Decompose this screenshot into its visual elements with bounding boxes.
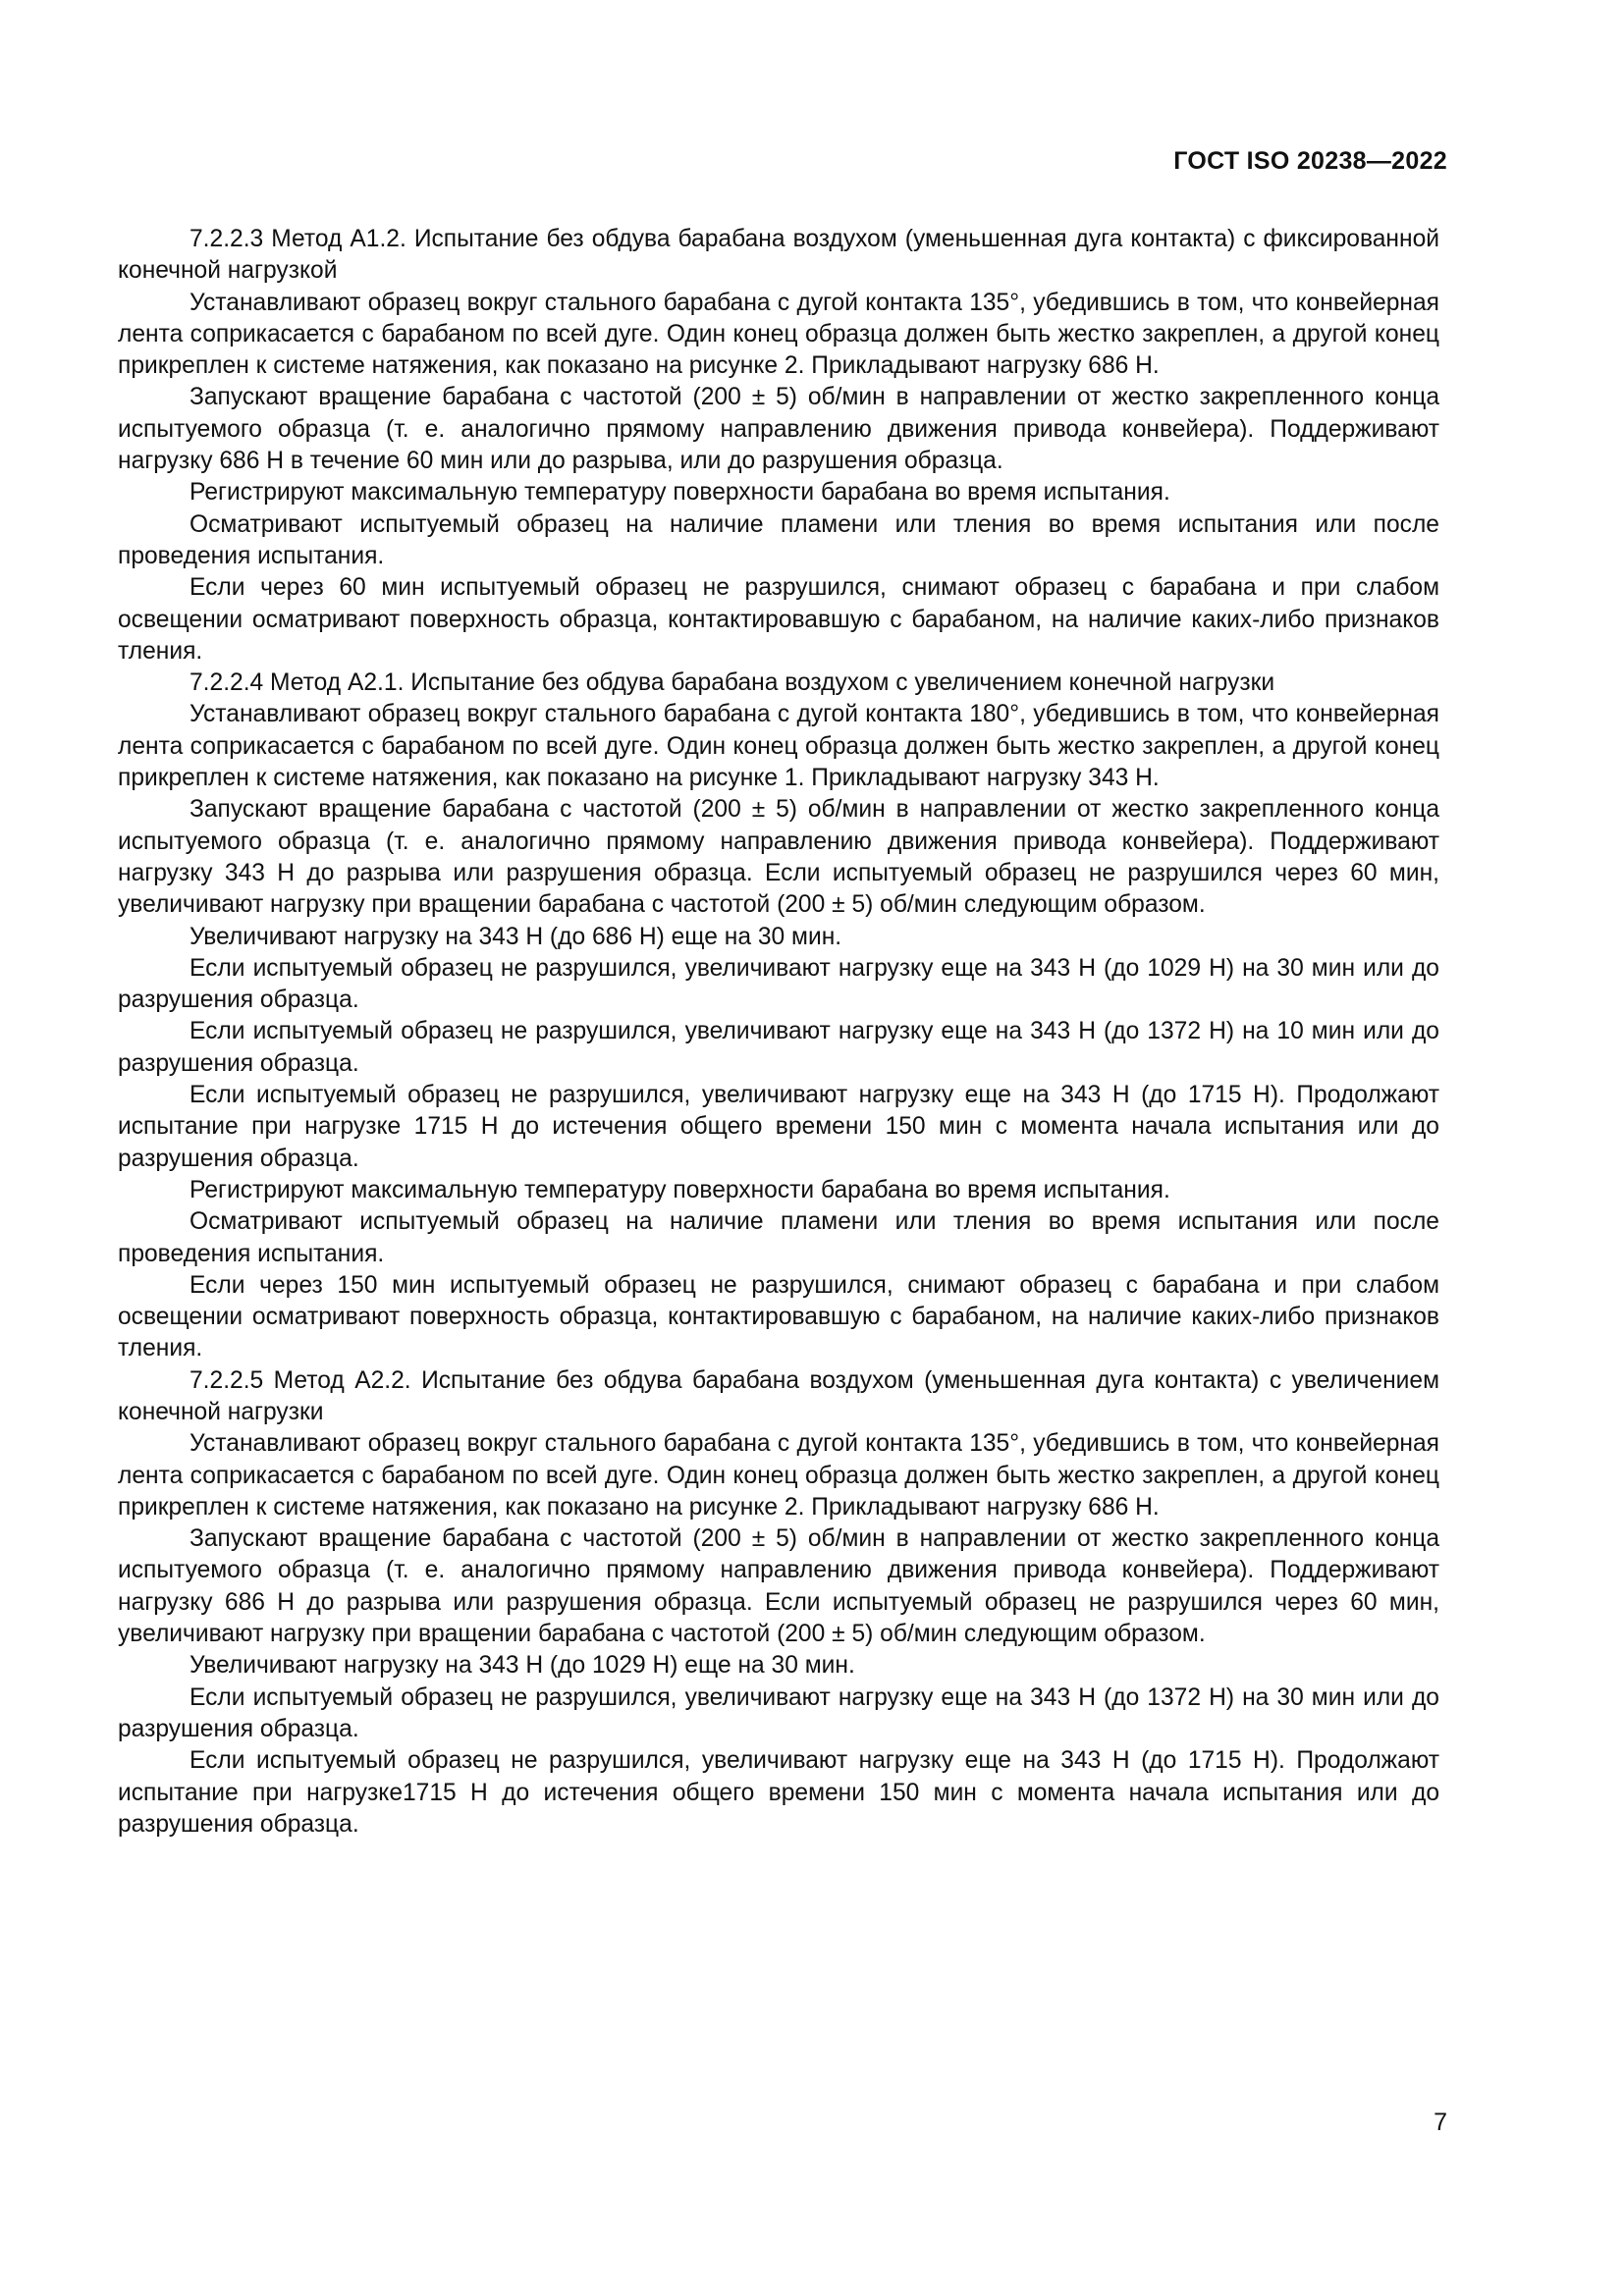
paragraph: Запускают вращение барабана с частотой (200 ± 5) об/мин в направлении от жестко закрепленного конца испытуемого образца (т. е. аналогично прямому направлению движения привода конвейера). Поддерживают нагрузку 686 Н до разрыва или разрушения образца. Если испытуемый образец не разрушился через 60 мин, увеличивают нагрузку при вращении барабана с частотой (200 ± 5) об/мин следующим образом. [118, 1525, 1439, 1648]
document-header: ГОСТ ISO 20238—2022 [1173, 147, 1447, 175]
paragraph: Запускают вращение барабана с частотой (200 ± 5) об/мин в направлении от жестко закрепленного конца испытуемого образца (т. е. аналогично прямому направлению движения привода конвейера). Поддерживают нагрузку 343 Н до разрыва или разрушения образца. Если испытуемый образец не разрушился через 60 мин, увеличивают нагрузку при вращении барабана с частотой (200 ± 5) об/мин следующим образом. [118, 796, 1439, 919]
paragraph: Если испытуемый образец не разрушился, увеличивают нагрузку еще на 343 Н (до 1715 Н). Продолжают испытание при нагрузке 1715 Н до истечения общего времени 150 мин с момента начала испытания или до разрушения образца. [118, 1082, 1439, 1172]
page-number: 7 [1434, 2109, 1447, 2136]
paragraph: Осматривают испытуемый образец на наличие пламени или тления во время испытания или после проведения испытания. [118, 510, 1439, 569]
paragraph: Регистрируют максимальную температуру поверхности барабана во время испытания. [189, 479, 1170, 507]
paragraph-section-7-2-2-4-title: 7.2.2.4 Метод А2.1. Испытание без обдува барабана воздухом с увеличением конечной нагрузки [189, 669, 1275, 697]
paragraph-section-7-2-2-3-title: 7.2.2.3 Метод А1.2. Испытание без обдува барабана воздухом (уменьшенная дуга контакта) с фиксированной конечной нагрузкой [118, 226, 1439, 285]
paragraph: Устанавливают образец вокруг стального барабана с дугой контакта 135°, убедившись в том, что конвейерная лента соприкасается с барабаном по всей дуге. Один конец образца должен быть жестко закреплен, а другой конец прикреплен к системе натяжения, как показано на рисунке 2. Прикладывают нагрузку 686 Н. [118, 1430, 1439, 1521]
paragraph: Увеличивают нагрузку на 343 Н (до 686 Н) еще на 30 мин. [189, 923, 842, 950]
paragraph: Если испытуемый образец не разрушился, увеличивают нагрузку еще на 343 Н (до 1029 Н) на 30 мин или до разрушения образца. [118, 954, 1439, 1014]
paragraph: Регистрируют максимальную температуру поверхности барабана во время испытания. [189, 1176, 1170, 1203]
paragraph: Устанавливают образец вокруг стального барабана с дугой контакта 180°, убедившись в том, что конвейерная лента соприкасается с барабаном по всей дуге. Один конец образца должен быть жестко закреплен, а другой конец прикреплен к системе натяжения, как показано на рисунке 1. Прикладывают нагрузку 343 Н. [118, 701, 1439, 792]
paragraph: Если через 60 мин испытуемый образец не разрушился, снимают образец с барабана и при слабом освещении осматривают поверхность образца, контактировавшую с барабаном, на наличие каких-либо признаков тления. [118, 574, 1439, 665]
paragraph: Запускают вращение барабана с частотой (200 ± 5) об/мин в направлении от жестко закрепленного конца испытуемого образца (т. е. аналогично прямому направлению движения привода конвейера). Поддерживают нагрузку 686 Н в течение 60 мин или до разрыва, или до разрушения образца. [118, 384, 1439, 475]
paragraph: Устанавливают образец вокруг стального барабана с дугой контакта 135°, убедившись в том, что конвейерная лента соприкасается с барабаном по всей дуге. Один конец образца должен быть жестко закреплен, а другой конец прикреплен к системе натяжения, как показано на рисунке 2. Прикладывают нагрузку 686 Н. [118, 289, 1439, 380]
paragraph: Если испытуемый образец не разрушился, увеличивают нагрузку еще на 343 Н (до 1372 Н) на 30 мин или до разрушения образца. [118, 1683, 1439, 1742]
paragraph-section-7-2-2-5-title: 7.2.2.5 Метод А2.2. Испытание без обдува барабана воздухом (уменьшенная дуга контакта) с увеличением конечной нагрузки [118, 1366, 1439, 1425]
document-body [118, 224, 1439, 1841]
paragraph: Увеличивают нагрузку на 343 Н (до 1029 Н) еще на 30 мин. [189, 1652, 855, 1680]
paragraph: Если через 150 мин испытуемый образец не разрушился, снимают образец с барабана и при слабом освещении осматривают поверхность образца, контактировавшую с барабаном, на наличие каких-либо признаков тления. [118, 1271, 1439, 1362]
paragraph: Осматривают испытуемый образец на наличие пламени или тления во время испытания или после проведения испытания. [118, 1208, 1439, 1267]
paragraph: Если испытуемый образец не разрушился, увеличивают нагрузку еще на 343 Н (до 1715 Н). Продолжают испытание при нагрузке1715 Н до истечения общего времени 150 мин с момента начала испытания или до разрушения образца. [118, 1747, 1439, 1838]
paragraph: Если испытуемый образец не разрушился, увеличивают нагрузку еще на 343 Н (до 1372 Н) на 10 мин или до разрушения образца. [118, 1018, 1439, 1077]
